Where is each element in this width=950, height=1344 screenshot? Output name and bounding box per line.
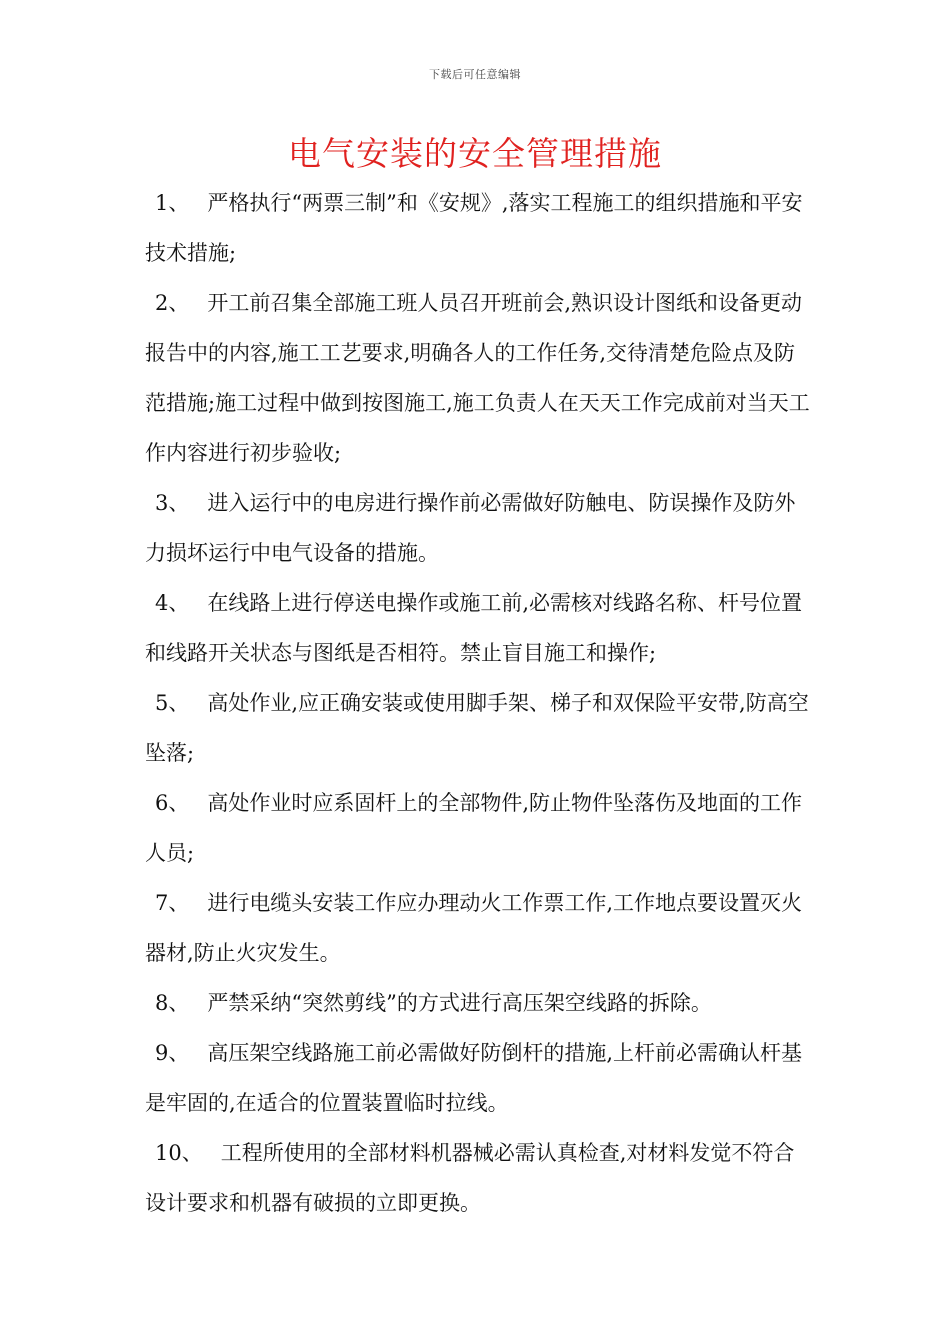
list-item <box>145 1028 810 1128</box>
header-note: 下载后可任意编辑 <box>429 68 521 81</box>
item-text: 在线路上进行停送电操作或施工前,必需核对线路名称、杆号位置和线路开关状态与图纸是否相符。禁止盲目施工和操作; <box>145 591 803 665</box>
item-number: 9、 <box>155 1041 190 1065</box>
item-number: 2、 <box>155 291 190 315</box>
list-item <box>145 278 810 478</box>
item-text: 工程所使用的全部材料机器械必需认真检查,对材料发觉不符合设计要求和机器有破损的立即更换。 <box>145 1141 795 1215</box>
item-number: 3、 <box>155 491 190 515</box>
item-text: 严格执行“两票三制”和《安规》,落实工程施工的组织措施和平安技术措施; <box>145 191 803 265</box>
item-number: 7、 <box>155 891 190 915</box>
item-number: 4、 <box>155 591 190 615</box>
item-text: 高处作业,应正确安装或使用脚手架、梯子和双保险平安带,防高空坠落; <box>145 691 809 765</box>
document-title: 电气安装的安全管理措施 <box>288 134 662 173</box>
item-number: 8、 <box>155 991 190 1015</box>
list-item <box>145 178 810 278</box>
item-text: 严禁采纳“突然剪线”的方式进行高压架空线路的拆除。 <box>207 991 712 1015</box>
list-item <box>145 1128 810 1228</box>
item-text: 进入运行中的电房进行操作前必需做好防触电、防误操作及防外力损坏运行中电气设备的措施。 <box>145 491 796 565</box>
list-item <box>145 978 810 1028</box>
item-text: 高处作业时应系固杆上的全部物件,防止物件坠落伤及地面的工作人员; <box>145 791 803 865</box>
list-item <box>145 578 810 678</box>
list-item <box>145 478 810 578</box>
item-number: 5、 <box>155 691 190 715</box>
item-text: 高压架空线路施工前必需做好防倒杆的措施,上杆前必需确认杆基是牢固的,在适合的位置装置临时拉线。 <box>145 1041 803 1115</box>
item-text: 进行电缆头安装工作应办理动火工作票工作,工作地点要设置灭火器材,防止火灾发生。 <box>145 891 803 965</box>
list-item <box>145 778 810 878</box>
measures-list <box>145 178 810 1228</box>
item-number: 1、 <box>155 191 190 215</box>
list-item <box>145 678 810 778</box>
item-text: 开工前召集全部施工班人员召开班前会,熟识设计图纸和设备更动报告中的内容,施工工艺要求,明确各人的工作任务,交待清楚危险点及防范措施;施工过程中做到按图施工,施工负责人在天天工作完成前对当天工作内容进行初步验收; <box>145 291 810 465</box>
item-number: 6、 <box>155 791 190 815</box>
list-item <box>145 878 810 978</box>
item-number: 10、 <box>155 1141 203 1165</box>
